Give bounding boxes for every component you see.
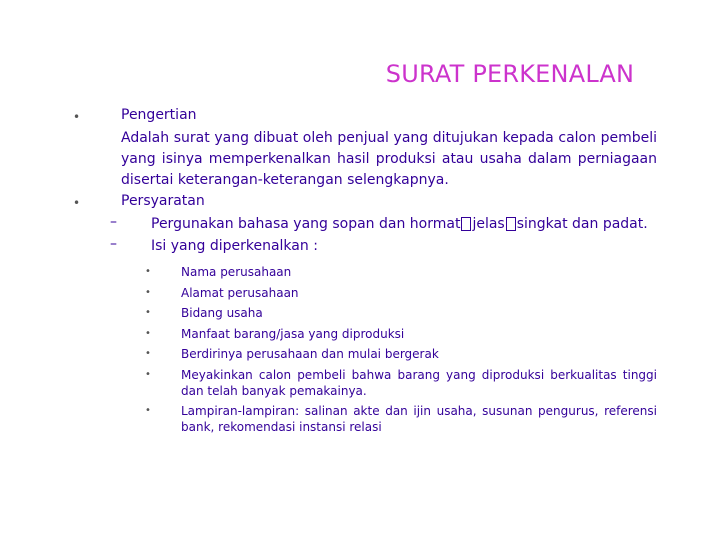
bullet: • bbox=[145, 327, 151, 339]
bullet: • bbox=[145, 307, 151, 318]
persyaratan-item-2: Isi yang diperkenalkan : bbox=[151, 238, 318, 254]
list-item: • Manfaat barang/jasa yang diproduksi bbox=[145, 326, 405, 341]
list-item: • Alamat perusahaan bbox=[145, 285, 299, 300]
bullet: • bbox=[145, 266, 151, 277]
list-item: • Lampiran-lampiran: salinan akte dan ijin usaha, susunan pengurus, referensi bank, rekomendasi instansi relasi bbox=[145, 404, 657, 434]
section-heading-pengertian: Pengertian bbox=[121, 107, 197, 123]
missing-glyph-icon bbox=[461, 217, 471, 231]
list-item: • Berdirinya perusahaan dan mulai bergerak bbox=[145, 347, 439, 361]
slide-title: SURAT PERKENALAN bbox=[385, 60, 635, 88]
bullet: • bbox=[73, 110, 81, 124]
bullet: • bbox=[145, 405, 151, 416]
bullet: • bbox=[145, 368, 151, 380]
bullet: • bbox=[145, 286, 151, 298]
pengertian-body: Adalah surat yang dibuat oleh penjual yang ditujukan kepada calon pembeli yang isinya memperkenalkan hasil produksi atau usaha dalam perniagaan disertai keterangan-keterangan selengkapnya. bbox=[121, 130, 657, 188]
list-item: • Meyakinkan calon pembeli bahwa barang yang diproduksi berkualitas tinggi dan telah banyak pemakainya. bbox=[145, 367, 657, 398]
bullet: • bbox=[73, 196, 81, 210]
bullet: • bbox=[145, 348, 151, 359]
dash-bullet: – bbox=[110, 236, 117, 252]
list-item: • Nama perusahaan bbox=[145, 265, 292, 279]
missing-glyph-icon bbox=[506, 217, 516, 231]
dash-bullet: – bbox=[110, 214, 117, 230]
list-item: • Bidang usaha bbox=[145, 306, 263, 320]
isi-list bbox=[145, 264, 657, 440]
persyaratan-item-1: Pergunakan bahasa yang sopan dan hormat jelas singkat dan padat. bbox=[151, 216, 648, 232]
section-heading-persyaratan: Persyaratan bbox=[121, 193, 205, 209]
